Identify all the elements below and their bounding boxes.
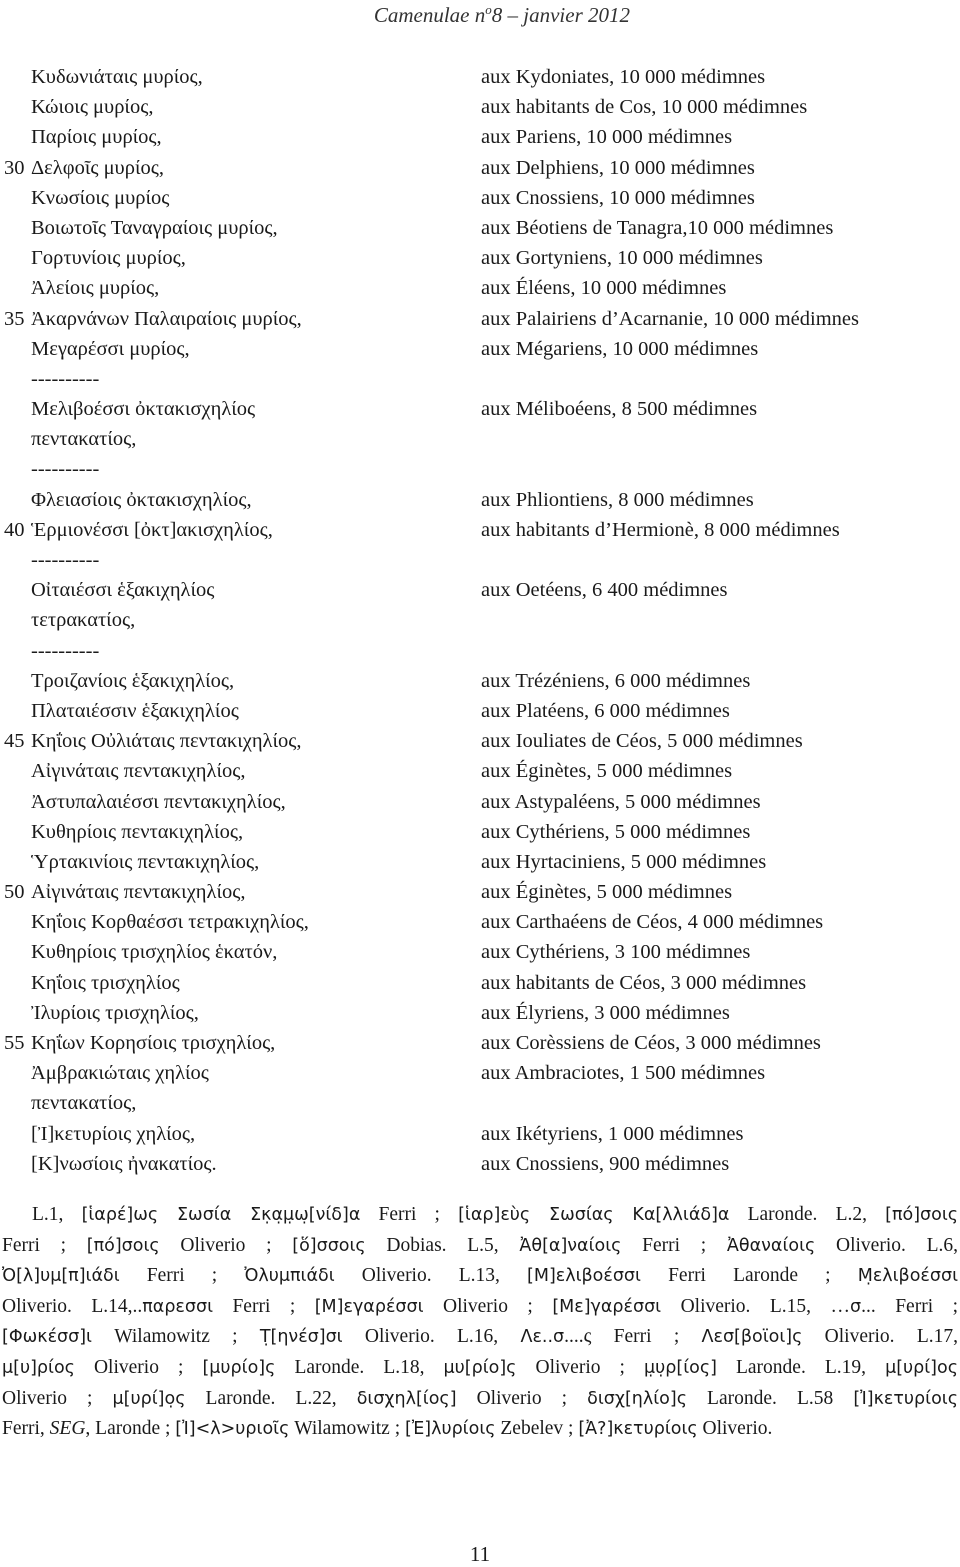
table-row <box>0 847 960 877</box>
apparatus-greek: [ἱαρέ]ως Σωσία Σκ̣α̣μ̣ω̣[νίδ]α <box>81 1205 361 1225</box>
french-translation: aux Méliboéens, 8 500 médimnes <box>481 398 758 421</box>
table-row <box>0 787 960 817</box>
french-translation: aux habitants de Céos, 3 000 médimnes <box>481 971 807 994</box>
greek-text: Κώιοις μυρίος, <box>31 96 154 119</box>
greek-text: Ἀμβρακιώταις χηλίος <box>31 1062 209 1085</box>
table-row <box>0 1088 960 1118</box>
french-translation: aux Cnossiens, 10 000 médimnes <box>481 186 755 209</box>
apparatus-text: L.1, <box>32 1204 82 1225</box>
apparatus-text: Oliverio ; <box>423 1295 553 1317</box>
table-row <box>0 666 960 696</box>
journal-name: Camenulae <box>373 3 470 27</box>
line-number: 30 <box>4 156 25 179</box>
critical-apparatus <box>2 1200 958 1445</box>
greek-text: Κυθηρίοις πεντακιχηλίος, <box>31 820 244 843</box>
apparatus-greek: [Φωκέσσ]ι <box>2 1327 92 1348</box>
french-translation: aux Oetéens, 6 400 médimnes <box>481 579 728 602</box>
table-row <box>0 726 960 756</box>
greek-text: Μελιβοέσσι ὀκτακισχηλίος <box>31 398 256 421</box>
table-row <box>0 273 960 303</box>
apparatus-greek: Λε.. <box>520 1327 554 1348</box>
french-translation: aux Cythériens, 5 000 médimnes <box>481 820 751 843</box>
french-translation: aux Delphiens, 10 000 médimnes <box>481 156 755 179</box>
greek-text: Κηΐοις τρισχηλίος <box>31 971 180 994</box>
apparatus-greek: [Μ]ελιβοέσσι <box>527 1266 641 1287</box>
french-translation: aux Cnossiens, 900 médimnes <box>481 1152 730 1175</box>
greek-text: Κυθηρίοις τρισχηλίος ἑκατόν, <box>31 941 278 964</box>
apparatus-greek: Ὀλυμπιάδι <box>244 1266 335 1287</box>
apparatus-greek: Λεσ[βοϊοι]ς <box>701 1327 803 1348</box>
table-row <box>0 696 960 726</box>
greek-text: Κηΐοις Οὐλιάταις πεντακιχηλίος, <box>31 730 302 753</box>
apparatus-text: Zebelev ; <box>495 1418 579 1440</box>
apparatus-text: Oliverio. L.6, <box>815 1234 958 1256</box>
apparatus-text: Ferri ; <box>621 1234 727 1256</box>
apparatus-greek: [Με]γαρέσσι <box>552 1296 662 1317</box>
apparatus-greek: σ <box>553 1327 565 1348</box>
apparatus-line <box>2 1353 958 1384</box>
table-row <box>0 424 960 454</box>
inscription-translation-table <box>0 62 960 1179</box>
french-translation: aux Astypaléens, 5 000 médimnes <box>481 790 761 813</box>
table-row <box>0 636 960 666</box>
apparatus-text: ....ς <box>564 1326 592 1348</box>
greek-text: ---------- <box>31 549 100 571</box>
table-row <box>0 1119 960 1149</box>
greek-text: Ὑρτακινίοις πεντακιχηλίος, <box>31 850 260 873</box>
apparatus-greek: μ[υ]ρίος <box>2 1357 75 1378</box>
apparatus-greek: Μ̣ελιβοέσσι <box>857 1266 958 1287</box>
line-number: 55 <box>4 1032 25 1054</box>
french-translation: aux Palairiens d’Acarnanie, 10 000 médimnes <box>481 307 859 330</box>
greek-text: Φλειασίοις ὀκτακισχηλίος, <box>31 488 252 511</box>
greek-text: [Ἰ]κετυρίοις χηλίος, <box>31 1122 196 1145</box>
french-translation: aux habitants de Cos, 10 000 médimnes <box>481 96 808 119</box>
french-translation: aux Cythériens, 3 100 médimnes <box>481 941 751 964</box>
greek-text: Γορτυνίοις μυρίος, <box>31 247 186 270</box>
table-row <box>0 485 960 515</box>
apparatus-text: Ferri ; <box>119 1265 245 1287</box>
table-row <box>0 605 960 635</box>
table-row <box>0 304 960 334</box>
apparatus-greek: [ὅ]σσοις <box>292 1235 366 1256</box>
table-row <box>0 937 960 967</box>
apparatus-text: Ferri ; <box>360 1204 459 1225</box>
french-translation: aux Trézéniens, 6 000 médimnes <box>481 669 751 692</box>
apparatus-text: Laronde. L.58 <box>686 1387 854 1409</box>
apparatus-text: Laronde. L.19, <box>716 1356 886 1378</box>
table-row <box>0 1149 960 1179</box>
apparatus-text: Oliverio ; <box>2 1387 113 1409</box>
apparatus-line <box>2 1231 958 1262</box>
french-translation: aux Éginètes, 5 000 médimnes <box>481 881 733 904</box>
greek-text: Ἰλυρίοις τρισχηλίος, <box>31 1001 199 1024</box>
french-translation: aux Pariens, 10 000 médimnes <box>481 126 733 149</box>
table-row <box>0 153 960 183</box>
french-translation: aux Éléens, 10 000 médimnes <box>481 277 727 300</box>
greek-text: Μεγαρέσσι μυρίος, <box>31 337 190 360</box>
apparatus-greek: [Ἀ?]κετυρίοις <box>578 1419 698 1440</box>
french-translation: aux Ikétyriens, 1 000 médimnes <box>481 1122 744 1145</box>
apparatus-greek: παρεσσι <box>142 1296 213 1317</box>
apparatus-line <box>2 1261 958 1292</box>
apparatus-greek: [Ἰ]<λ>υριοῖς <box>175 1419 290 1440</box>
table-row <box>0 1058 960 1088</box>
apparatus-greek: [ἱαρ]εὺς Σωσίας Κα[λλιάδ]α <box>458 1205 730 1225</box>
page-number: 11 <box>469 1542 491 1566</box>
apparatus-text: Oliverio. L.13, <box>334 1265 528 1287</box>
greek-text: Ἀκαρνάνων Παλαιραίοις μυρίος, <box>31 307 302 330</box>
french-translation: aux habitants d’Hermionè, 8 000 médimnes <box>481 518 840 541</box>
apparatus-text: Laronde. L.18, <box>275 1356 444 1378</box>
apparatus-greek: [πό]σοις <box>885 1205 959 1225</box>
french-translation: aux Corèssiens de Céos, 3 000 médimnes <box>481 1032 821 1054</box>
apparatus-text: Ferri Laronde ; <box>640 1265 858 1287</box>
table-row <box>0 968 960 998</box>
running-header: Camenulae $n^o8$ – janvier 2012 <box>373 2 630 27</box>
french-translation: aux Iouliates de Céos, 5 000 médimnes <box>481 730 803 753</box>
greek-text: [Κ]νωσίοις ἠνακατίος. <box>31 1152 217 1175</box>
greek-text: πεντακατίος, <box>31 1092 137 1115</box>
french-translation: aux Phliontiens, 8 000 médimnes <box>481 488 754 511</box>
table-row <box>0 817 960 847</box>
apparatus-text: , Laronde ; <box>85 1418 176 1440</box>
apparatus-text: Oliverio ; <box>74 1356 203 1378</box>
apparatus-text: Oliverio ; <box>456 1387 588 1409</box>
apparatus-text: Ferri, <box>2 1418 50 1440</box>
apparatus-greek: [Ἐ]λυρίοις <box>405 1419 496 1440</box>
table-row <box>0 545 960 575</box>
table-row <box>0 454 960 484</box>
apparatus-greek: Ὀ[λ]υμ[π]ιάδι <box>2 1266 120 1287</box>
line-number: 40 <box>4 518 25 541</box>
apparatus-greek: Τ̣[ηνέσ]σι <box>259 1327 343 1348</box>
greek-text: Κυδωνιάταις μυρίος, <box>31 66 203 88</box>
apparatus-greek: Ἀθ[α]ναίοις <box>519 1235 622 1256</box>
apparatus-text: Oliverio ; <box>159 1234 293 1256</box>
apparatus-greek: [Ἰ]κετυρίοις <box>853 1388 958 1409</box>
number-superscript: o <box>485 2 492 17</box>
greek-text: Αἰγινάταις πεντακιχηλίος, <box>31 760 246 783</box>
apparatus-text: Oliverio. L.16, <box>342 1326 521 1348</box>
apparatus-text: Oliverio. <box>697 1418 773 1440</box>
greek-text: Ἑρμιονέσσι [ὀκτ]ακισχηλίος, <box>31 518 273 541</box>
table-row <box>0 92 960 122</box>
greek-text: Οἰταιέσσι ἑξακιχηλίος <box>31 579 215 602</box>
greek-text: Ἀστυπαλαιέσσι πεντακιχηλίος, <box>31 790 286 813</box>
apparatus-greek: δισχ[ηλίο]ς <box>587 1388 687 1409</box>
apparatus-text: Oliverio. L.17, <box>802 1326 958 1348</box>
table-row <box>0 213 960 243</box>
greek-text: ---------- <box>31 458 100 481</box>
apparatus-text: Ferri ; <box>2 1234 87 1256</box>
table-row <box>0 183 960 213</box>
apparatus-greek: δισχηλ[ίος] <box>356 1388 457 1409</box>
french-translation: aux Kydoniates, 10 000 médimnes <box>481 66 766 88</box>
greek-text: Ἀλείοις μυρίος, <box>31 277 160 300</box>
apparatus-text: Oliverio. L.14,.. <box>2 1295 143 1317</box>
apparatus-greek: μ[υρί]ος <box>885 1357 958 1378</box>
apparatus-text: Dobias. L.5, <box>365 1234 520 1256</box>
apparatus-text: ... Ferri ; <box>861 1295 959 1317</box>
apparatus-line <box>2 1292 958 1323</box>
french-translation: aux Gortyniens, 10 000 médimnes <box>481 247 763 270</box>
line-number: 50 <box>4 881 25 904</box>
greek-text: Βοιωτοῖς Ταναγραίοις μυρίος, <box>31 216 278 239</box>
table-row <box>0 877 960 907</box>
table-row <box>0 575 960 605</box>
french-translation: aux Ambraciotes, 1 500 médimnes <box>481 1062 766 1085</box>
apparatus-line <box>2 1322 958 1353</box>
table-row <box>0 122 960 152</box>
french-translation: aux Carthaéens de Céos, 4 000 médimnes <box>481 911 824 934</box>
table-row <box>0 907 960 937</box>
table-row <box>0 394 960 424</box>
apparatus-greek: Ἀθαναίοις <box>726 1235 816 1256</box>
apparatus-text: Oliverio ; <box>516 1356 644 1378</box>
greek-text: τετρακατίος, <box>31 609 136 632</box>
line-number: 45 <box>4 730 25 753</box>
apparatus-greek: μ[υρί]ο̣ς <box>112 1388 186 1409</box>
table-row <box>0 998 960 1028</box>
issue-label: 8 – janvier 2012 <box>491 3 630 27</box>
apparatus-text: Laronde. L.2, <box>729 1204 886 1225</box>
greek-text: Κνωσίοις μυρίος <box>31 186 170 209</box>
french-translation: aux Éginètes, 5 000 médimnes <box>481 760 733 783</box>
apparatus-text: Wilamowitz ; <box>91 1326 260 1348</box>
line-number: 35 <box>4 307 25 330</box>
greek-text: Παρίοις μυρίος, <box>31 126 162 149</box>
apparatus-greek: [Μ]εγαρέσσι <box>314 1296 424 1317</box>
greek-text: Κηΐοις Κορθαέσσι τετρακιχηλίος, <box>31 911 309 934</box>
table-row <box>0 756 960 786</box>
apparatus-text: Oliverio. L.15, … <box>661 1295 851 1317</box>
greek-text: Δελφοῖς μυρίος, <box>31 156 164 179</box>
apparatus-text: Ferri ; <box>591 1326 702 1348</box>
french-translation: aux Béotiens de Tanagra,10 000 médimnes <box>481 216 834 239</box>
greek-text: πεντακατίος, <box>31 428 137 451</box>
table-row <box>0 243 960 273</box>
french-translation: aux Mégariens, 10 000 médimnes <box>481 337 759 360</box>
table-row <box>0 62 960 92</box>
greek-text: ---------- <box>31 639 100 662</box>
table-row <box>0 364 960 394</box>
table-row <box>0 334 960 364</box>
apparatus-greek: μυ[ρίο]ς <box>443 1357 517 1378</box>
apparatus-greek: μ̣υ̣ρ[ίος] <box>644 1357 717 1378</box>
apparatus-line <box>2 1200 958 1231</box>
table-row <box>0 515 960 545</box>
apparatus-line <box>2 1384 958 1415</box>
apparatus-greek: σ <box>850 1296 862 1317</box>
greek-text: Τροιζανίοις ἑξακιχηλίος, <box>31 669 235 692</box>
apparatus-greek: [πό]σοις <box>86 1235 160 1256</box>
apparatus-line <box>2 1414 958 1445</box>
french-translation: aux Hyrtaciniens, 5 000 médimnes <box>481 850 767 873</box>
apparatus-text: Ferri ; <box>213 1295 315 1317</box>
greek-text: Κηΐων Κορησίοις τρισχηλίος, <box>31 1032 276 1054</box>
apparatus-text: Laronde. L.22, <box>185 1387 357 1409</box>
apparatus-text: SEG <box>49 1418 86 1440</box>
greek-text: ---------- <box>31 367 100 390</box>
french-translation: aux Élyriens, 3 000 médimnes <box>481 1001 730 1024</box>
apparatus-greek: [μυρίο]ς <box>202 1357 276 1378</box>
french-translation: aux Platéens, 6 000 médimnes <box>481 699 730 722</box>
greek-text: Πλαταιέσσιν ἑξακιχηλίος <box>31 699 239 722</box>
table-row <box>0 1028 960 1058</box>
apparatus-text: Wilamowitz ; <box>289 1418 405 1440</box>
greek-text: Αἰγινάταις πεντακιχηλίος, <box>31 881 246 904</box>
